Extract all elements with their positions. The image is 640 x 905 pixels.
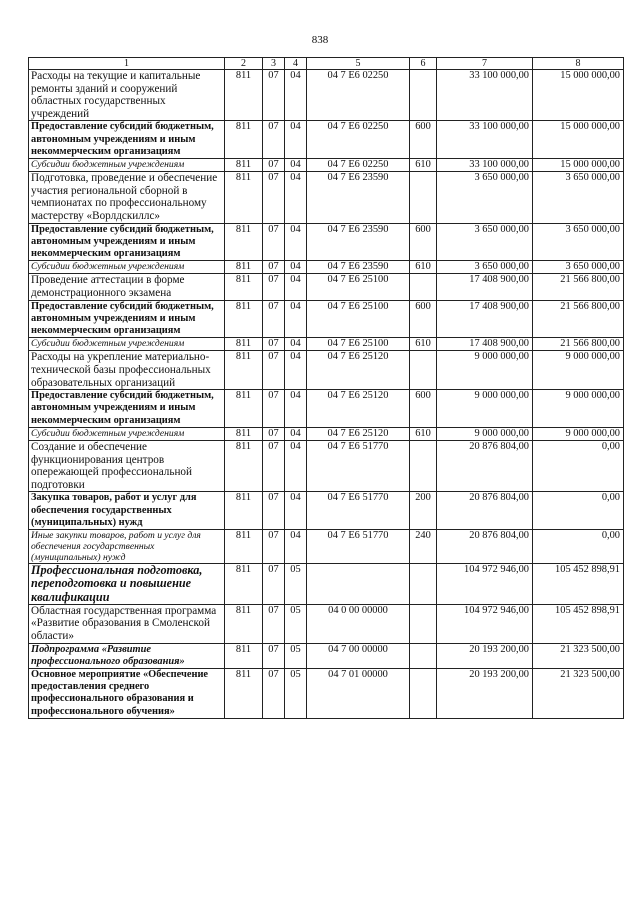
target-article-cell: 04 7 Е6 25120 [307,427,410,440]
amount-year2-cell: 21 323 500,00 [533,643,624,668]
ministry-code-cell: 811 [225,338,263,351]
item-name-cell: Закупка товаров, работ и услуг для обеспечения государственных (муниципальных) нужд [29,492,225,530]
item-name-cell: Субсидии бюджетным учреждениям [29,427,225,440]
target-article-cell: 04 7 Е6 25100 [307,338,410,351]
target-article-cell: 04 7 Е6 02250 [307,158,410,171]
section-cell: 07 [263,338,285,351]
ministry-code-cell: 811 [225,390,263,428]
ministry-code-cell: 811 [225,669,263,719]
ministry-code-cell: 811 [225,172,263,223]
ministry-code-cell: 811 [225,492,263,530]
target-article-cell: 04 7 Е6 25100 [307,300,410,338]
section-cell: 07 [263,427,285,440]
header-cell: 3 [263,58,285,70]
ministry-code-cell: 811 [225,261,263,274]
expense-type-cell: 610 [410,338,437,351]
table-row [29,351,624,390]
amount-year2-cell: 15 000 000,00 [533,158,624,171]
amount-year1-cell: 3 650 000,00 [437,172,533,223]
expense-type-cell [410,643,437,668]
amount-year1-cell: 3 650 000,00 [437,223,533,261]
expense-type-cell [410,440,437,491]
table-header-row [29,58,624,70]
amount-year2-cell: 21 566 800,00 [533,300,624,338]
ministry-code-cell: 811 [225,70,263,121]
subsection-cell: 04 [285,300,307,338]
item-name-cell: Предоставление субсидий бюджетным, автономным учреждениям и иным некоммерческим организациям [29,390,225,428]
section-cell: 07 [263,390,285,428]
amount-year1-cell: 9 000 000,00 [437,390,533,428]
section-cell: 07 [263,563,285,604]
expense-type-cell [410,172,437,223]
amount-year1-cell: 33 100 000,00 [437,158,533,171]
target-article-cell: 04 7 Е6 25120 [307,351,410,390]
subsection-cell: 04 [285,492,307,530]
item-name-cell: Расходы на укрепление материально-технической базы профессиональных образовательных организаций [29,351,225,390]
table-row [29,300,624,338]
section-cell: 07 [263,492,285,530]
item-name-cell: Субсидии бюджетным учреждениям [29,338,225,351]
header-cell: 5 [307,58,410,70]
amount-year1-cell: 20 876 804,00 [437,529,533,563]
table-row [29,643,624,668]
table-row [29,274,624,300]
table-row [29,390,624,428]
header-cell: 8 [533,58,624,70]
target-article-cell: 04 0 00 00000 [307,604,410,643]
table-row [29,338,624,351]
amount-year1-cell: 20 876 804,00 [437,440,533,491]
section-cell: 07 [263,669,285,719]
section-cell: 07 [263,158,285,171]
amount-year2-cell: 0,00 [533,529,624,563]
table-row [29,669,624,719]
table-row [29,70,624,121]
expense-type-cell: 240 [410,529,437,563]
expense-type-cell [410,70,437,121]
subsection-cell: 04 [285,121,307,159]
subsection-cell: 05 [285,563,307,604]
expense-type-cell [410,351,437,390]
amount-year1-cell: 17 408 900,00 [437,338,533,351]
target-article-cell: 04 7 Е6 02250 [307,70,410,121]
expense-type-cell [410,563,437,604]
item-name-cell: Расходы на текущие и капитальные ремонты зданий и сооружений областных государственных учреждений [29,70,225,121]
expense-type-cell [410,274,437,300]
ministry-code-cell: 811 [225,643,263,668]
subsection-cell: 04 [285,223,307,261]
table-row [29,121,624,159]
budget-table [28,57,624,719]
amount-year2-cell: 105 452 898,91 [533,563,624,604]
expense-type-cell: 600 [410,223,437,261]
target-article-cell: 04 7 Е6 23590 [307,261,410,274]
table-row [29,223,624,261]
amount-year1-cell: 104 972 946,00 [437,563,533,604]
amount-year2-cell: 3 650 000,00 [533,223,624,261]
ministry-code-cell: 811 [225,427,263,440]
subsection-cell: 05 [285,643,307,668]
subsection-cell: 05 [285,669,307,719]
subsection-cell: 04 [285,529,307,563]
header-cell: 6 [410,58,437,70]
table-row [29,427,624,440]
section-cell: 07 [263,223,285,261]
table-row [29,158,624,171]
amount-year2-cell: 9 000 000,00 [533,390,624,428]
section-cell: 07 [263,440,285,491]
amount-year1-cell: 17 408 900,00 [437,274,533,300]
item-name-cell: Подготовка, проведение и обеспечение участия региональной сборной в чемпионатах по профессиональному мастерству «Ворлдскиллс» [29,172,225,223]
amount-year1-cell: 9 000 000,00 [437,351,533,390]
ministry-code-cell: 811 [225,158,263,171]
header-cell: 1 [29,58,225,70]
expense-type-cell: 610 [410,158,437,171]
table-row [29,563,624,604]
section-cell: 07 [263,261,285,274]
ministry-code-cell: 811 [225,563,263,604]
amount-year1-cell: 17 408 900,00 [437,300,533,338]
expense-type-cell: 610 [410,427,437,440]
amount-year2-cell: 15 000 000,00 [533,121,624,159]
section-cell: 07 [263,172,285,223]
item-name-cell: Иные закупки товаров, работ и услуг для обеспечения государственных (муниципальных) нужд [29,529,225,563]
target-article-cell: 04 7 Е6 51770 [307,440,410,491]
expense-type-cell [410,604,437,643]
subsection-cell: 04 [285,427,307,440]
section-cell: 07 [263,121,285,159]
subsection-cell: 04 [285,261,307,274]
section-cell: 07 [263,643,285,668]
section-cell: 07 [263,351,285,390]
item-name-cell: Областная государственная программа «Развитие образования в Смоленской области» [29,604,225,643]
amount-year1-cell: 104 972 946,00 [437,604,533,643]
amount-year2-cell: 3 650 000,00 [533,172,624,223]
section-cell: 07 [263,300,285,338]
amount-year1-cell: 20 193 200,00 [437,669,533,719]
amount-year2-cell: 21 323 500,00 [533,669,624,719]
table-row [29,492,624,530]
amount-year1-cell: 20 193 200,00 [437,643,533,668]
section-cell: 07 [263,70,285,121]
amount-year1-cell: 9 000 000,00 [437,427,533,440]
amount-year2-cell: 9 000 000,00 [533,351,624,390]
header-cell: 7 [437,58,533,70]
amount-year2-cell: 3 650 000,00 [533,261,624,274]
amount-year1-cell: 20 876 804,00 [437,492,533,530]
table-row [29,529,624,563]
amount-year2-cell: 9 000 000,00 [533,427,624,440]
target-article-cell: 04 7 Е6 25100 [307,274,410,300]
header-cell: 2 [225,58,263,70]
subsection-cell: 04 [285,274,307,300]
expense-type-cell: 610 [410,261,437,274]
amount-year2-cell: 0,00 [533,492,624,530]
amount-year2-cell: 21 566 800,00 [533,338,624,351]
ministry-code-cell: 811 [225,351,263,390]
expense-type-cell [410,669,437,719]
item-name-cell: Основное мероприятие «Обеспечение предоставления среднего профессионального образования и профессионального обучения» [29,669,225,719]
amount-year2-cell: 15 000 000,00 [533,70,624,121]
subsection-cell: 04 [285,158,307,171]
target-article-cell [307,563,410,604]
subsection-cell: 04 [285,172,307,223]
amount-year2-cell: 21 566 800,00 [533,274,624,300]
item-name-cell: Субсидии бюджетным учреждениям [29,261,225,274]
table-row [29,261,624,274]
target-article-cell: 04 7 Е6 25120 [307,390,410,428]
ministry-code-cell: 811 [225,604,263,643]
item-name-cell: Субсидии бюджетным учреждениям [29,158,225,171]
expense-type-cell: 600 [410,300,437,338]
subsection-cell: 04 [285,70,307,121]
expense-type-cell: 600 [410,121,437,159]
header-cell: 4 [285,58,307,70]
ministry-code-cell: 811 [225,223,263,261]
item-name-cell: Создание и обеспечение функционирования центров опережающей профессиональной подготовки [29,440,225,491]
ministry-code-cell: 811 [225,121,263,159]
ministry-code-cell: 811 [225,529,263,563]
item-name-cell: Предоставление субсидий бюджетным, автономным учреждениям и иным некоммерческим организациям [29,300,225,338]
page-number: 838 [311,34,329,46]
amount-year1-cell: 33 100 000,00 [437,70,533,121]
target-article-cell: 04 7 01 00000 [307,669,410,719]
amount-year2-cell: 0,00 [533,440,624,491]
amount-year1-cell: 33 100 000,00 [437,121,533,159]
subsection-cell: 05 [285,604,307,643]
item-name-cell: Проведение аттестации в форме демонстрационного экзамена [29,274,225,300]
expense-type-cell: 200 [410,492,437,530]
table-row [29,604,624,643]
target-article-cell: 04 7 Е6 51770 [307,529,410,563]
target-article-cell: 04 7 Е6 02250 [307,121,410,159]
section-cell: 07 [263,274,285,300]
section-cell: 07 [263,604,285,643]
item-name-cell: Профессиональная подготовка, переподготовка и повышение квалификации [29,563,225,604]
amount-year1-cell: 3 650 000,00 [437,261,533,274]
target-article-cell: 04 7 00 00000 [307,643,410,668]
subsection-cell: 04 [285,338,307,351]
subsection-cell: 04 [285,390,307,428]
item-name-cell: Предоставление субсидий бюджетным, автономным учреждениям и иным некоммерческим организациям [29,121,225,159]
section-cell: 07 [263,529,285,563]
ministry-code-cell: 811 [225,300,263,338]
ministry-code-cell: 811 [225,274,263,300]
ministry-code-cell: 811 [225,440,263,491]
target-article-cell: 04 7 Е6 51770 [307,492,410,530]
amount-year2-cell: 105 452 898,91 [533,604,624,643]
subsection-cell: 04 [285,351,307,390]
item-name-cell: Предоставление субсидий бюджетным, автономным учреждениям и иным некоммерческим организациям [29,223,225,261]
subsection-cell: 04 [285,440,307,491]
target-article-cell: 04 7 Е6 23590 [307,223,410,261]
table-row [29,440,624,491]
item-name-cell: Подпрограмма «Развитие профессионального образования» [29,643,225,668]
expense-type-cell: 600 [410,390,437,428]
target-article-cell: 04 7 Е6 23590 [307,172,410,223]
table-row [29,172,624,223]
